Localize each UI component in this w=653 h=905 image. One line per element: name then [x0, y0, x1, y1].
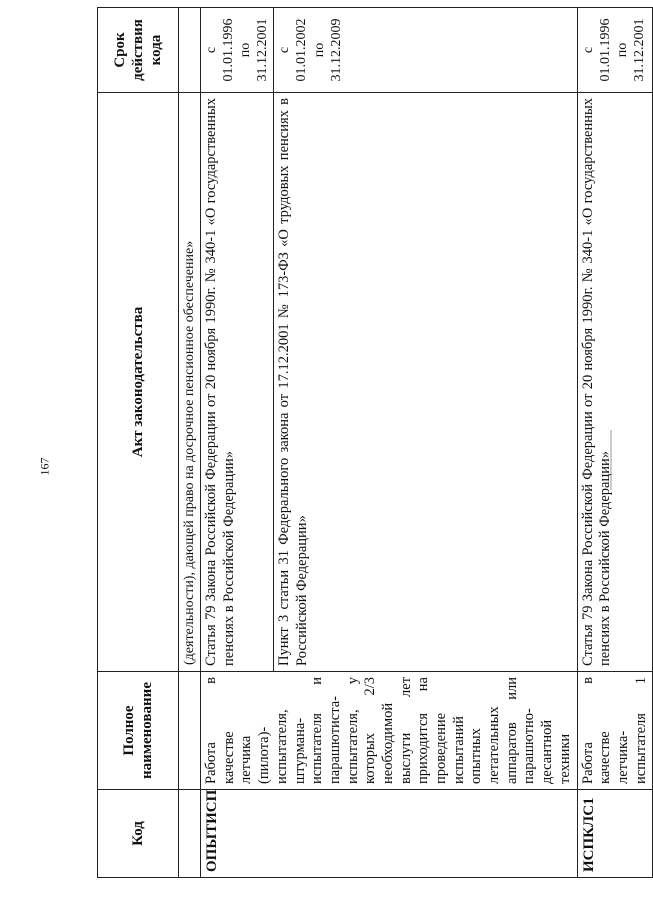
- term-cell: [274, 8, 577, 93]
- full-name-line: приходится на: [415, 677, 432, 784]
- table-container: [97, 8, 649, 878]
- full-name-line: необходимой: [379, 702, 396, 784]
- full-name-line: парашютиста-: [326, 696, 343, 784]
- header-full-name: Полное наименование: [98, 672, 179, 790]
- full-name-line: которых 2/3: [362, 677, 379, 784]
- term-from-date: 01.01.2002: [294, 18, 310, 82]
- full-name-line: испытателя 1: [632, 677, 649, 784]
- full-name-line: опытных: [468, 728, 485, 784]
- term-from-label: с: [277, 46, 293, 54]
- full-name-line: техники: [556, 733, 573, 784]
- full-name-line: выслуги лет: [397, 677, 414, 784]
- full-name-line: испытаний: [450, 716, 467, 784]
- continuation-text: (деятельности), дающей право на досрочное пенсионное обеспечение»: [179, 93, 201, 672]
- full-name-line: аппаратов или: [503, 677, 520, 784]
- full-name-line: испытателя, у: [344, 677, 361, 784]
- full-name-line: летчика: [238, 735, 255, 784]
- full-name-line: штурмана-: [291, 717, 308, 784]
- row-full-name: [201, 672, 577, 790]
- table-row: [577, 8, 653, 878]
- term-to-label: по: [238, 42, 254, 58]
- term-to-date: 31.12.2001: [631, 18, 647, 82]
- page-number: 167: [37, 457, 52, 476]
- term-to-label: по: [614, 42, 630, 58]
- term-to-date: 31.12.2001: [255, 18, 271, 82]
- term-to-label: по: [311, 42, 327, 58]
- row-full-name: [577, 672, 653, 790]
- term-cell: [201, 8, 274, 93]
- full-name-line: летательных: [486, 706, 503, 784]
- header-act: Акт законодательства: [98, 93, 179, 672]
- full-name-line: качестве: [220, 731, 237, 784]
- act-text: Статья 79 Закона Российской Федерации от 20 ноября 1990г. № 340-1 «О государственных пенсиях в Российской Федерации»: [577, 93, 653, 672]
- header-term: Срок действия кода: [98, 8, 179, 93]
- table-row: [201, 8, 274, 878]
- full-name-line: качестве: [597, 731, 614, 784]
- term-cell: [577, 8, 653, 93]
- full-name-line: летчика-: [614, 730, 631, 784]
- full-name-line: испытателя и: [309, 677, 326, 784]
- term-to-date: 31.12.2009: [328, 18, 344, 82]
- table-header-row: [98, 8, 179, 878]
- term-from-date: 01.01.1996: [597, 18, 613, 82]
- full-name-line: Работа в: [203, 677, 220, 784]
- full-name-line: (пилота)-: [256, 726, 273, 784]
- full-name-line: проведение: [433, 712, 450, 784]
- header-code: Код: [98, 790, 179, 878]
- full-name-line: испытателя,: [273, 709, 290, 784]
- full-name-line: парашютно-: [521, 708, 538, 784]
- full-name-line: десантной: [539, 719, 556, 784]
- rotated-page: [97, 8, 649, 878]
- term-from-label: с: [204, 46, 220, 54]
- legislation-table: [97, 7, 653, 878]
- full-name-line: Работа в: [579, 677, 596, 784]
- act-text: Пункт 3 статьи 31 Федерального закона от 17.12.2001 № 173-ФЗ «О трудовых пенсиях в Российской Федерации»: [274, 93, 577, 672]
- continuation-row: [179, 8, 201, 878]
- term-from-label: с: [580, 46, 596, 54]
- term-from-date: 01.01.1996: [221, 18, 237, 82]
- row-code: ИСПКЛС1: [577, 790, 653, 878]
- act-text: Статья 79 Закона Российской Федерации от 20 ноября 1990г. № 340-1 «О государственных пенсиях в Российской Федерации»: [201, 93, 274, 672]
- row-code: ОПЫТИСП: [201, 790, 577, 878]
